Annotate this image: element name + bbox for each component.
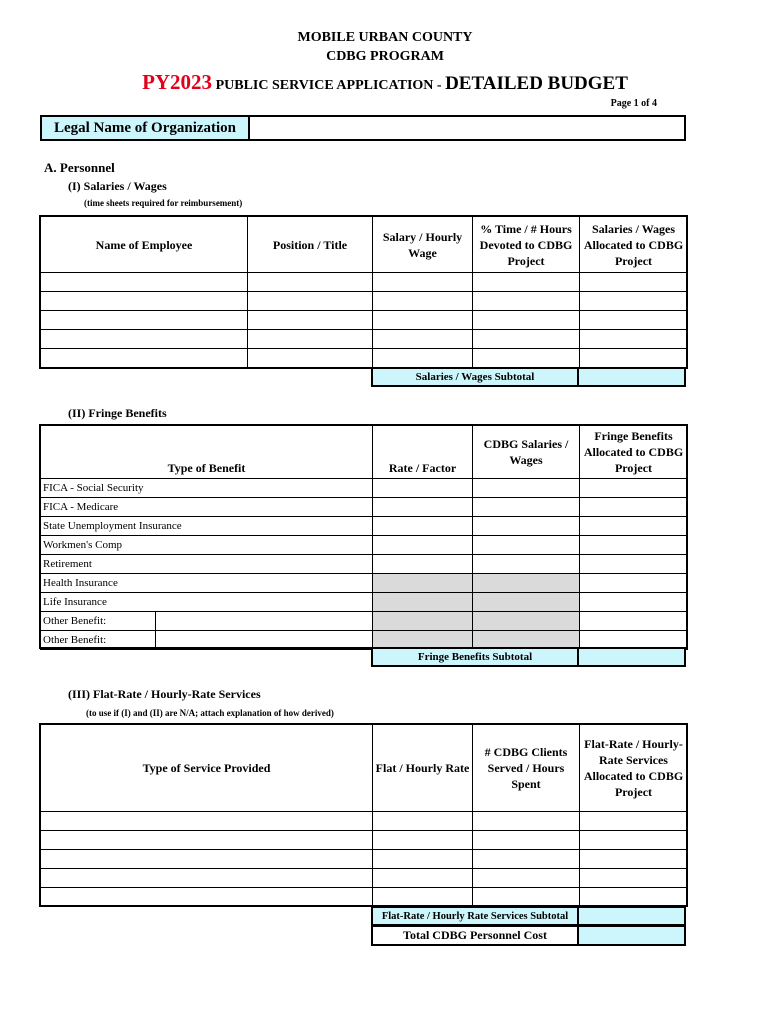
cell-input[interactable] [473, 888, 580, 907]
benefit-label: Life Insurance [41, 593, 373, 612]
cell-input[interactable] [41, 888, 373, 907]
col-clients-served: # CDBG Clients Served / Hours Spent [473, 725, 580, 812]
table-row [41, 292, 688, 311]
cell-input[interactable] [580, 850, 688, 869]
fringe-subtotal-label: Fringe Benefits Subtotal [371, 647, 579, 667]
cell-input[interactable] [473, 555, 580, 574]
flatrate-subtotal-label: Flat-Rate / Hourly Rate Services Subtotal [371, 906, 579, 926]
page-title [0, 70, 770, 95]
county-name: MOBILE URBAN COUNTY [297, 30, 473, 45]
cell-input[interactable] [580, 812, 688, 831]
cell-input[interactable] [41, 831, 373, 850]
table-row [41, 831, 688, 850]
table-row [41, 812, 688, 831]
cell-input[interactable] [580, 479, 688, 498]
flatrate-table [40, 724, 688, 907]
benefit-label: Health Insurance [41, 574, 373, 593]
total-personnel-value[interactable] [577, 925, 686, 946]
cell-input[interactable] [373, 869, 473, 888]
cell-input[interactable] [580, 555, 688, 574]
benefit-label: FICA - Medicare [41, 498, 373, 517]
salaries-subtotal-value[interactable] [577, 367, 686, 387]
table-row [41, 479, 688, 498]
cell-input[interactable] [248, 273, 373, 292]
section-personnel: A. Personnel [44, 160, 115, 175]
table-row [41, 850, 688, 869]
cell-input[interactable] [580, 349, 688, 368]
table-row [41, 498, 688, 517]
cell-input[interactable] [373, 273, 473, 292]
table-row [41, 330, 688, 349]
shaded-cell [373, 593, 473, 612]
benefit-label: FICA - Social Security [41, 479, 373, 498]
table-row [41, 536, 688, 555]
salaries-subtotal-row [371, 367, 686, 387]
program-name: CDBG PROGRAM [326, 49, 444, 64]
flatrate-header-row [41, 725, 688, 812]
cell-input[interactable] [473, 869, 580, 888]
cell-input[interactable] [373, 517, 473, 536]
col-salaries-allocated: Salaries / Wages Allocated to CDBG Project [580, 217, 688, 273]
cell-input[interactable] [41, 349, 248, 368]
cell-input[interactable] [41, 273, 248, 292]
legal-name-label: Legal Name of Organization [42, 117, 250, 139]
cell-input[interactable] [580, 292, 688, 311]
total-personnel-row [371, 925, 686, 946]
legal-name-row [40, 115, 686, 141]
flatrate-subtotal-row [371, 906, 686, 926]
cell-input[interactable] [580, 869, 688, 888]
cell-input[interactable] [373, 812, 473, 831]
salaries-table [40, 216, 688, 368]
table-row [41, 888, 688, 907]
table-row [41, 517, 688, 536]
benefit-label: Other Benefit: [41, 631, 156, 650]
shaded-cell [473, 593, 580, 612]
col-fringe-allocated: Fringe Benefits Allocated to CDBG Project [580, 426, 688, 479]
cell-input[interactable] [373, 311, 473, 330]
cell-input[interactable] [248, 330, 373, 349]
cell-input[interactable] [373, 498, 473, 517]
cell-input[interactable] [580, 498, 688, 517]
col-flat-hourly-rate: Flat / Hourly Rate [373, 725, 473, 812]
cell-input[interactable] [41, 292, 248, 311]
title-middle: PUBLIC SERVICE APPLICATION - [212, 78, 446, 93]
cell-input[interactable] [580, 330, 688, 349]
cell-input[interactable] [373, 536, 473, 555]
benefit-label: Retirement [41, 555, 373, 574]
legal-name-field[interactable] [250, 117, 684, 139]
benefit-label: Other Benefit: [41, 612, 156, 631]
cell-input[interactable] [373, 555, 473, 574]
cell-input[interactable] [580, 311, 688, 330]
table-row [41, 593, 688, 612]
shaded-cell [373, 574, 473, 593]
cell-input[interactable] [473, 498, 580, 517]
cell-input[interactable] [373, 479, 473, 498]
cell-input[interactable] [248, 292, 373, 311]
salaries-note: (time sheets required for reimbursement) [84, 198, 243, 208]
col-name-of-employee: Name of Employee [41, 217, 248, 273]
col-percent-time: % Time / # Hours Devoted to CDBG Project [473, 217, 580, 273]
benefit-label: Workmen's Comp [41, 536, 373, 555]
flatrate-subtotal-value[interactable] [577, 906, 686, 926]
fringe-header-row [41, 426, 688, 479]
cell-input[interactable] [473, 536, 580, 555]
salaries-heading: (I) Salaries / Wages [68, 179, 167, 193]
cell-input[interactable] [473, 330, 580, 349]
cell-input[interactable] [373, 888, 473, 907]
col-type-of-benefit: Type of Benefit [41, 426, 373, 479]
shaded-cell [473, 574, 580, 593]
shaded-cell [373, 612, 473, 631]
salaries-subtotal-label: Salaries / Wages Subtotal [371, 367, 579, 387]
cell-input[interactable] [580, 593, 688, 612]
cell-input[interactable] [373, 330, 473, 349]
cell-input[interactable] [373, 850, 473, 869]
table-row [41, 349, 688, 368]
fringe-subtotal-value[interactable] [577, 647, 686, 667]
cell-input[interactable] [473, 479, 580, 498]
cell-input[interactable] [41, 850, 373, 869]
cell-input[interactable] [473, 311, 580, 330]
col-flatrate-allocated: Flat-Rate / Hourly-Rate Services Allocated to CDBG Project [580, 725, 688, 812]
table-row [41, 869, 688, 888]
cell-input[interactable] [473, 517, 580, 536]
cell-input[interactable] [473, 812, 580, 831]
cell-input[interactable] [41, 330, 248, 349]
fringe-heading: (II) Fringe Benefits [68, 406, 167, 420]
total-personnel-label: Total CDBG Personnel Cost [371, 925, 579, 946]
shaded-cell [473, 612, 580, 631]
fringe-table [40, 425, 688, 650]
cell-input[interactable] [580, 517, 688, 536]
cell-input[interactable] [580, 612, 688, 631]
cell-input[interactable] [41, 311, 248, 330]
table-row [41, 555, 688, 574]
cell-input[interactable] [248, 349, 373, 368]
cell-input[interactable] [473, 273, 580, 292]
fringe-subtotal-row [371, 647, 686, 667]
cell-input[interactable] [41, 869, 373, 888]
cell-input[interactable] [580, 273, 688, 292]
col-type-of-service: Type of Service Provided [41, 725, 373, 812]
cell-input[interactable] [580, 536, 688, 555]
cell-input[interactable] [248, 311, 373, 330]
cell-input[interactable] [373, 831, 473, 850]
cell-input[interactable] [580, 831, 688, 850]
flatrate-heading: (III) Flat-Rate / Hourly-Rate Services [68, 687, 261, 701]
cell-input[interactable] [373, 292, 473, 311]
title-end: DETAILED BUDGET [445, 73, 628, 94]
other-benefit-input[interactable] [156, 631, 373, 650]
col-cdbg-salaries: CDBG Salaries / Wages [473, 426, 580, 479]
col-rate-factor: Rate / Factor [373, 426, 473, 479]
other-benefit-input[interactable] [156, 612, 373, 631]
col-position-title: Position / Title [248, 217, 373, 273]
cell-input[interactable] [473, 850, 580, 869]
cell-input[interactable] [41, 812, 373, 831]
cell-input[interactable] [580, 574, 688, 593]
table-row [41, 273, 688, 292]
cell-input[interactable] [473, 349, 580, 368]
salaries-header-row [41, 217, 688, 273]
cell-input[interactable] [473, 292, 580, 311]
page-number: Page 1 of 4 [610, 98, 657, 109]
cell-input[interactable] [373, 349, 473, 368]
table-row [41, 311, 688, 330]
benefit-label: State Unemployment Insurance [41, 517, 373, 536]
col-salary-hourly-wage: Salary / Hourly Wage [373, 217, 473, 273]
table-row [41, 574, 688, 593]
table-row [41, 612, 688, 631]
cell-input[interactable] [473, 831, 580, 850]
flatrate-note: (to use if (I) and (II) are N/A; attach explanation of how derived) [86, 708, 334, 718]
cell-input[interactable] [580, 888, 688, 907]
program-year: PY2023 [142, 70, 213, 94]
